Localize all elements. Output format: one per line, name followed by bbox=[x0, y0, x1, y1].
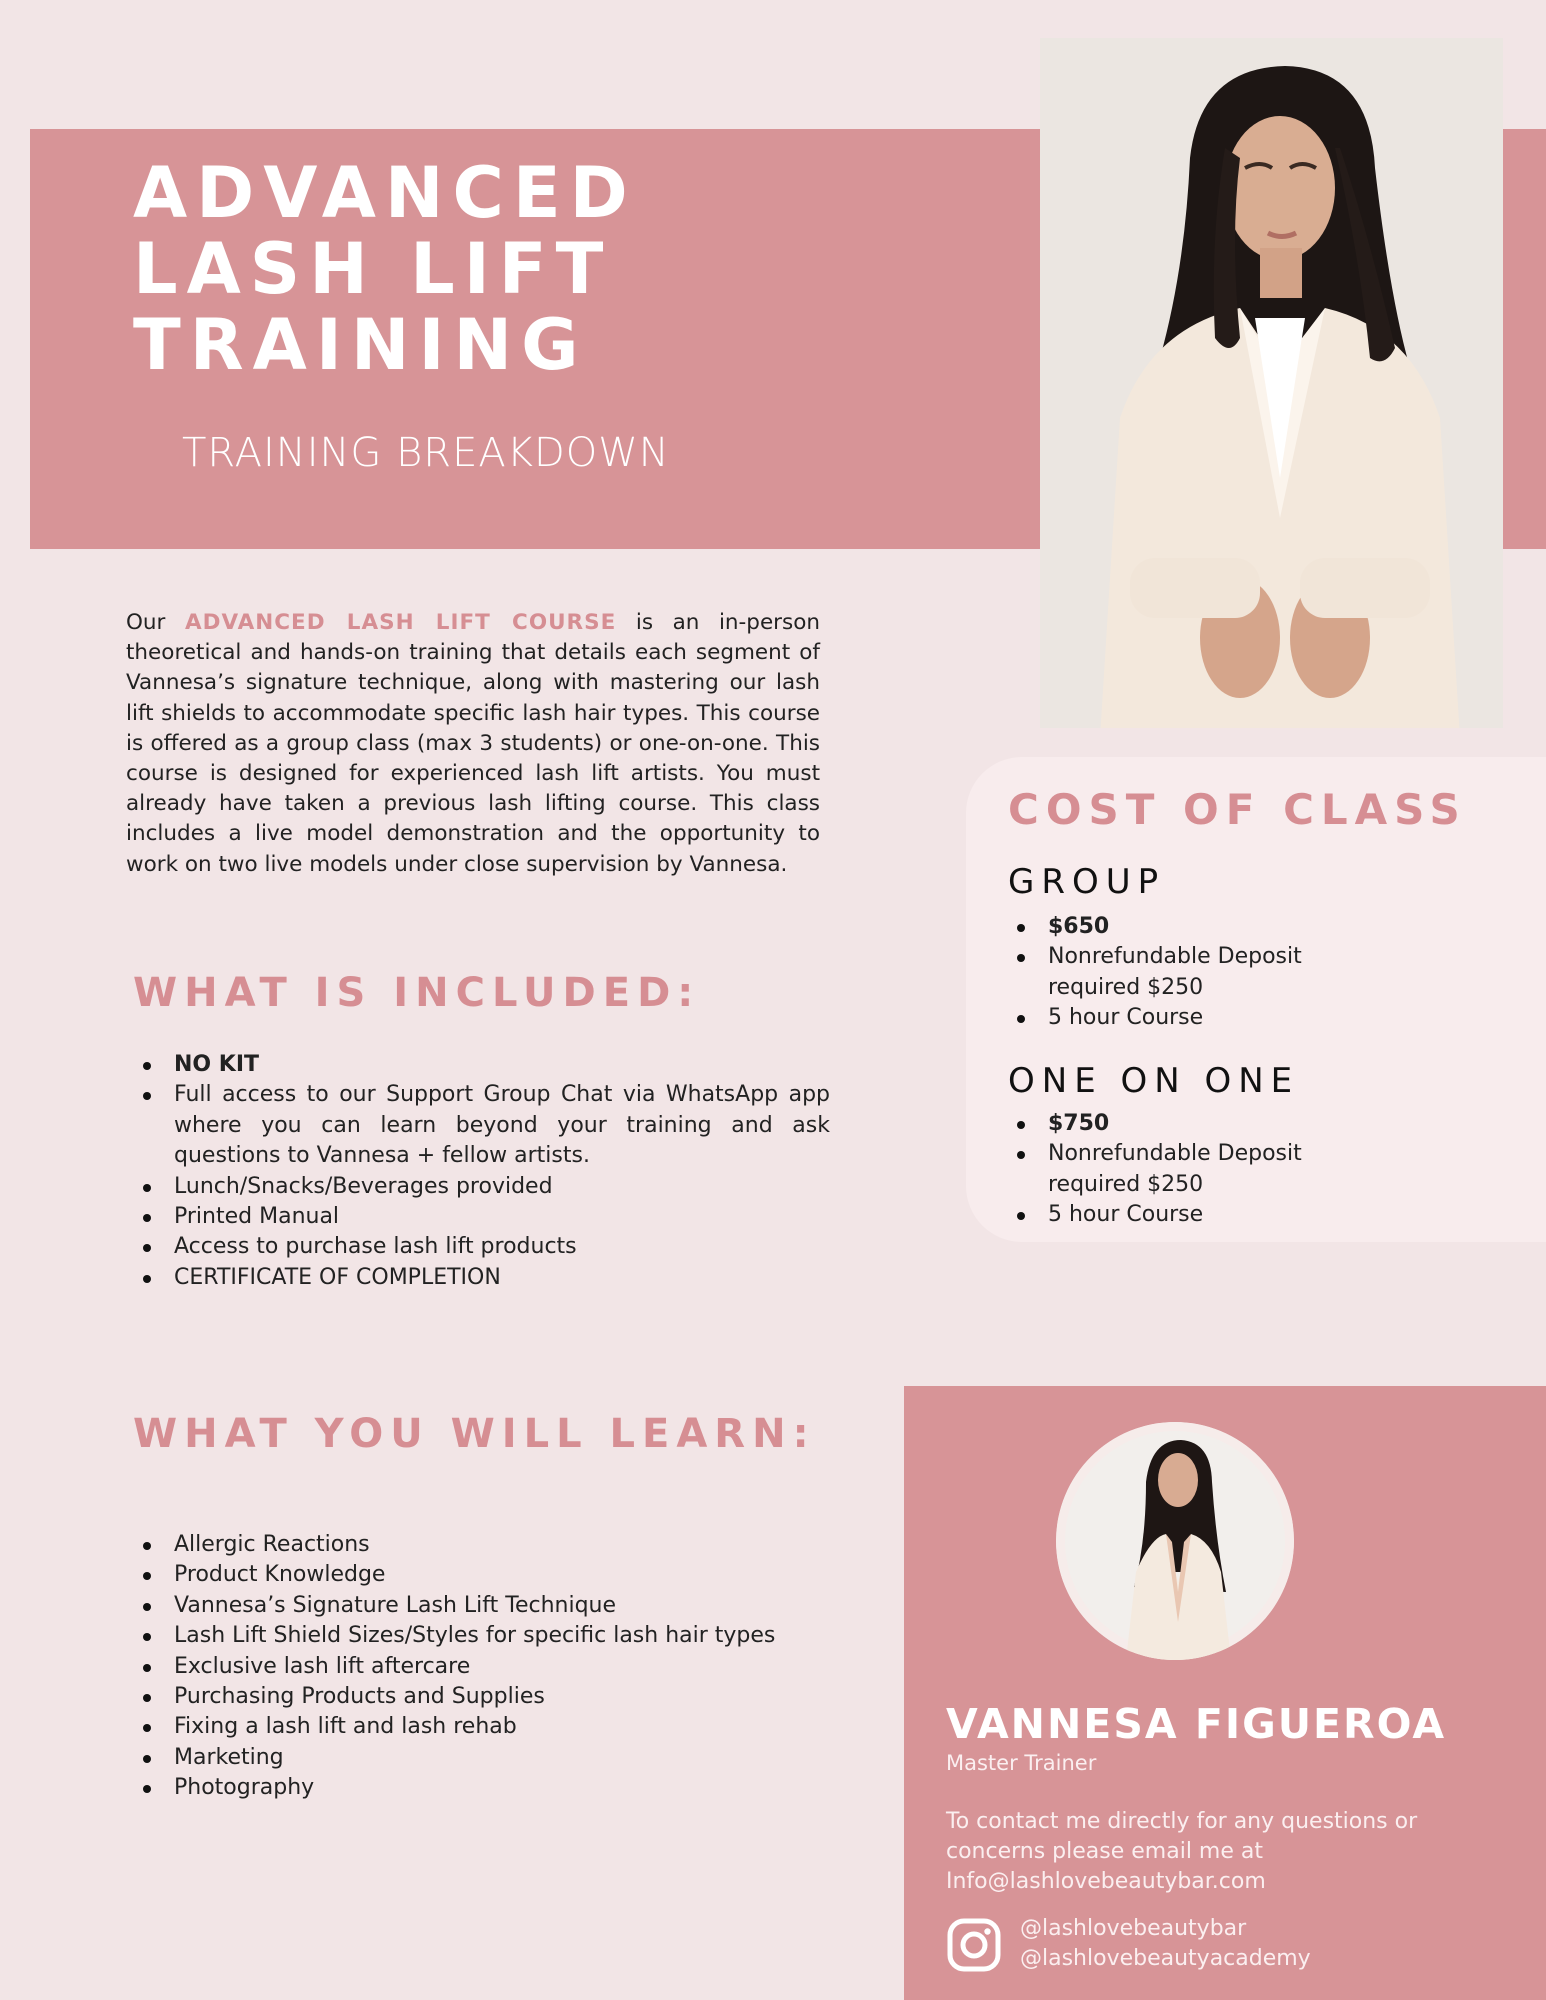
list-item: Lunch/Snacks/Beverages provided bbox=[126, 1172, 830, 1202]
page-subtitle: TRAINING BREAKDOWN bbox=[182, 430, 670, 476]
intro-course-name: ADVANCED LASH LIFT COURSE bbox=[184, 610, 617, 635]
list-item: Fixing a lash lift and lash rehab bbox=[126, 1712, 826, 1742]
list-item: Allergic Reactions bbox=[126, 1530, 826, 1560]
intro-body: is an in-person theoretical and hands-on training that details each segment of Vannesa’s signature technique, along with mastering our lash lift shields to accommodate specific lash hair types. This course is offered as a group class (max 3 students) or one-on-one. This course is designed for experienced lash lift artists. You must already have taken a previous lash lifting course. This class includes a live model demonstration and the opportunity to work on two live models under close supervision by Vannesa. bbox=[126, 610, 820, 877]
social-handle-bar[interactable]: @lashlovebeautybar bbox=[1020, 1916, 1247, 1941]
group-deposit: Nonrefundable Deposit required $250 bbox=[1000, 942, 1360, 1003]
learn-heading: WHAT YOU WILL LEARN: bbox=[133, 1411, 816, 1457]
list-item: Purchasing Products and Supplies bbox=[126, 1682, 826, 1712]
list-item: Lash Lift Shield Sizes/Styles for specific lash hair types bbox=[126, 1621, 826, 1651]
social-handles bbox=[1020, 1914, 1311, 1974]
title-line-1: ADVANCED bbox=[133, 152, 637, 234]
trainer-name: VANNESA FIGUEROA bbox=[946, 1700, 1447, 1748]
instagram-icon[interactable] bbox=[946, 1917, 1002, 1973]
one-on-one-duration: 5 hour Course bbox=[1000, 1200, 1360, 1230]
one-on-one-price: $750 bbox=[1000, 1109, 1360, 1139]
list-item: Access to purchase lash lift products bbox=[126, 1232, 830, 1262]
list-item: Marketing bbox=[126, 1743, 826, 1773]
group-tier-heading: GROUP bbox=[1008, 862, 1166, 902]
learn-list bbox=[126, 1530, 826, 1804]
course-intro-paragraph bbox=[126, 608, 820, 880]
page-title bbox=[133, 152, 933, 386]
title-line-3: TRAINING bbox=[133, 304, 588, 386]
list-item: Product Knowledge bbox=[126, 1560, 826, 1590]
list-item: Full access to our Support Group Chat via WhatsApp app where you can learn beyond your training and ask questions to Vannesa + fellow artists. bbox=[126, 1080, 830, 1171]
list-item: NO KIT bbox=[126, 1050, 830, 1080]
list-item: Photography bbox=[126, 1773, 826, 1803]
list-item: Exclusive lash lift aftercare bbox=[126, 1652, 826, 1682]
included-heading: WHAT IS INCLUDED: bbox=[133, 970, 701, 1016]
group-duration: 5 hour Course bbox=[1000, 1003, 1360, 1033]
one-on-one-cost-list bbox=[1000, 1109, 1360, 1231]
list-item: CERTIFICATE OF COMPLETION bbox=[126, 1263, 830, 1293]
one-on-one-deposit: Nonrefundable Deposit required $250 bbox=[1000, 1139, 1360, 1200]
one-on-one-tier-heading: ONE ON ONE bbox=[1008, 1061, 1300, 1101]
avatar bbox=[1056, 1422, 1294, 1660]
group-cost-list bbox=[1000, 912, 1360, 1034]
group-price: $650 bbox=[1000, 912, 1360, 942]
contact-text: To contact me directly for any questions or concerns please email me at Info@lashlovebeautybar.com bbox=[946, 1809, 1418, 1894]
list-item: Printed Manual bbox=[126, 1202, 830, 1232]
trainer-role: Master Trainer bbox=[946, 1751, 1097, 1775]
trainer-portrait-photo bbox=[1040, 38, 1503, 728]
intro-prefix: Our bbox=[126, 610, 166, 635]
social-handle-academy[interactable]: @lashlovebeautyacademy bbox=[1020, 1946, 1311, 1971]
included-list bbox=[126, 1050, 830, 1293]
list-item: Vannesa’s Signature Lash Lift Technique bbox=[126, 1591, 826, 1621]
title-line-2: LASH LIFT bbox=[133, 228, 613, 310]
cost-heading: COST OF CLASS bbox=[1008, 785, 1467, 834]
